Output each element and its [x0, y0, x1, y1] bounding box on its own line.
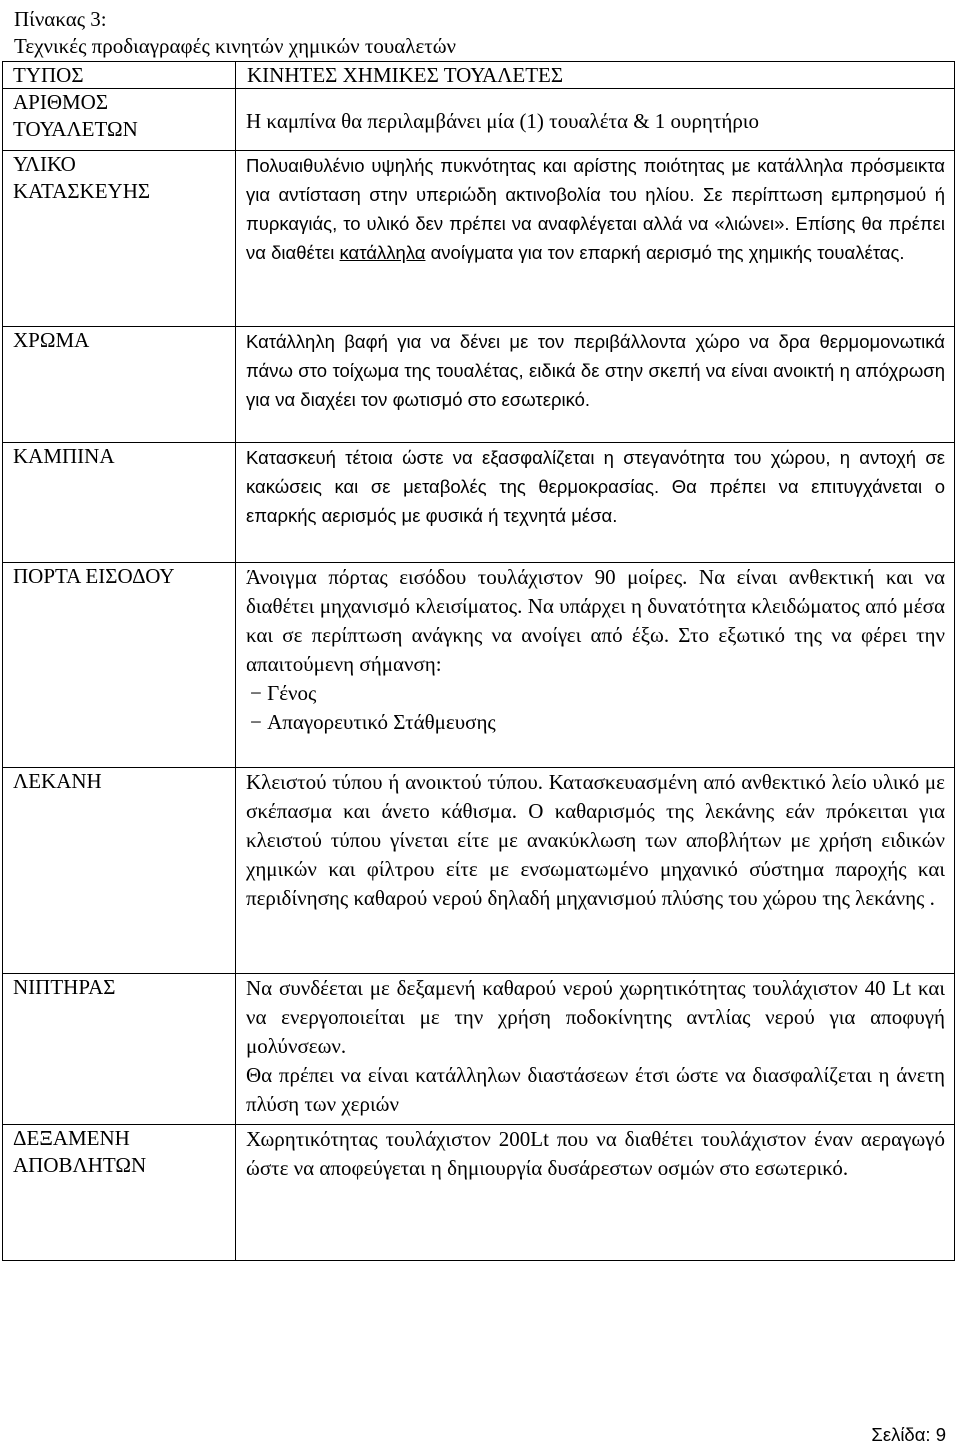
list-item: − Γένος: [250, 679, 945, 708]
row-bowl: [3, 768, 955, 974]
count-value: Η καμπίνα θα περιλαμβάνει μία (1) τουαλέτα & 1 ουρητήριο: [236, 89, 955, 151]
tank-value: Χωρητικότητας τουλάχιστον 200Lt που να διαθέτει τουλάχιστον έναν αεραγωγό ώστε να αποφεύγεται η δημιουργία δυσάρεστων οσμών στο εσωτερικό.: [236, 1125, 955, 1261]
door-label: ΠΟΡΤΑ ΕΙΣΟΔΟΥ: [3, 563, 236, 768]
material-label-line1: ΥΛΙΚΟ: [13, 152, 76, 176]
sink-value: [236, 974, 955, 1125]
row-cabin: [3, 443, 955, 563]
sink-text-2: Θα πρέπει να είναι κατάλληλων διαστάσεων έτσι ώστε να διασφαλίζεται η άνετη πλύση των χεριών: [246, 1063, 945, 1116]
row-sink: [3, 974, 955, 1125]
door-signage-list: [246, 679, 945, 737]
material-underlined: κατάλληλα: [339, 242, 426, 263]
material-text-before: Πολυαιθυλένιο υψηλής πυκνότητας και αρίστης ποιότητας με κατάλληλα πρόσμεικτα για αντίσταση στην υπεριώδη ακτινοβολία του ηλίου. Σε περίπτωση εμπρησμού ή πυρκαγιάς, το υλικό δεν πρέπει να αναφλέγεται αλλά να «λιώνει». Επίσης θα πρέπει να διαθέτει: [246, 155, 945, 263]
table-caption: [14, 6, 456, 60]
tank-label: [3, 1125, 236, 1261]
page-number: Σελίδα: 9: [871, 1424, 946, 1445]
row-count: [3, 89, 955, 151]
table-label: Πίνακας 3:: [14, 7, 107, 31]
bowl-value: Κλειστού τύπου ή ανοικτού τύπου. Κατασκευασμένη από ανθεκτικό λείο υλικό με σκέπασμα και άνετο κάθισμα. Ο καθαρισμός της λεκάνης εάν πρόκειται για κλειστού τύπου γίνεται είτε με ανακύκλωση των αποβλήτων με χρήση ειδικών χημικών και φίλτρου είτε με ενσωματωμένο μηχανικό σύστημα παροχής και περιδίνησης καθαρού νερού δηλαδή μηχανισμού πλύσης του χώρου της λεκάνης .: [236, 768, 955, 974]
table-title: Τεχνικές προδιαγραφές κινητών χημικών τουαλετών: [14, 34, 457, 58]
door-text: Άνοιγμα πόρτας εισόδου τουλάχιστον 90 μοίρες. Να είναι ανθεκτική και να διαθέτει μηχανισμό κλεισίματος. Να υπάρχει η δυνατότητα κλειδώματος από μέσα και σε περίπτωση ανάγκης να ανοίγει από έξω. Στο εξωτικό της να φέρει την απαιτούμενη σήμανση:: [246, 565, 945, 676]
cabin-label: ΚΑΜΠΙΝΑ: [3, 443, 236, 563]
count-label-line2: ΤΟΥΑΛΕΤΩΝ: [13, 117, 138, 141]
cabin-value: Κατασκευή τέτοια ώστε να εξασφαλίζεται η στεγανότητα του χώρου, η αντοχή σε κακώσεις και σε μεταβολές της θερμοκρασίας. Θα πρέπει να επιτυγχάνεται ο επαρκής αερισμός με φυσικά ή τεχνητά μέσα.: [236, 443, 955, 563]
type-label: ΤΥΠΟΣ: [3, 62, 236, 89]
row-material: [3, 151, 955, 327]
material-text-after: ανοίγματα για τον επαρκή αερισμό της χημικής τουαλέτας.: [425, 242, 905, 263]
type-value: ΚΙΝΗΤΕΣ ΧΗΜΙΚΕΣ ΤΟΥΑΛΕΤΕΣ: [236, 62, 955, 89]
material-label-line2: ΚΑΤΑΣΚΕΥΗΣ: [13, 179, 151, 203]
sink-label: ΝΙΠΤΗΡΑΣ: [3, 974, 236, 1125]
color-label: ΧΡΩΜΑ: [3, 327, 236, 443]
tank-label-line2: ΑΠΟΒΛΗΤΩΝ: [13, 1153, 147, 1177]
sink-text-1: Να συνδέεται με δεξαμενή καθαρού νερού χωρητικότητας τουλάχιστον 40 Lt και να ενεργοποιείται με την χρήση ποδοκίνητης αντλίας νερού για αποφυγή μολύνσεων.: [246, 976, 945, 1058]
tank-label-line1: ΔΕΞΑΜΕΝΗ: [13, 1126, 130, 1150]
list-item: − Απαγορευτικό Στάθμευσης: [250, 708, 945, 737]
material-value: [236, 151, 955, 327]
row-door: [3, 563, 955, 768]
row-tank: [3, 1125, 955, 1261]
material-label: [3, 151, 236, 327]
count-label-line1: ΑΡΙΘΜΟΣ: [13, 90, 109, 114]
count-label: [3, 89, 236, 151]
specifications-table: [2, 61, 955, 1261]
bowl-label: ΛΕΚΑΝΗ: [3, 768, 236, 974]
color-value: Κατάλληλη βαφή για να δένει με τον περιβάλλοντα χώρο να δρα θερμομονωτικά πάνω στο τοίχωμα της τουαλέτας, ειδικά δε στην σκεπή να είναι ανοικτή η απόχρωση για να διαχέει τον φωτισμό στο εσωτερικό.: [236, 327, 955, 443]
row-type: [3, 62, 955, 89]
door-value: [236, 563, 955, 768]
row-color: [3, 327, 955, 443]
